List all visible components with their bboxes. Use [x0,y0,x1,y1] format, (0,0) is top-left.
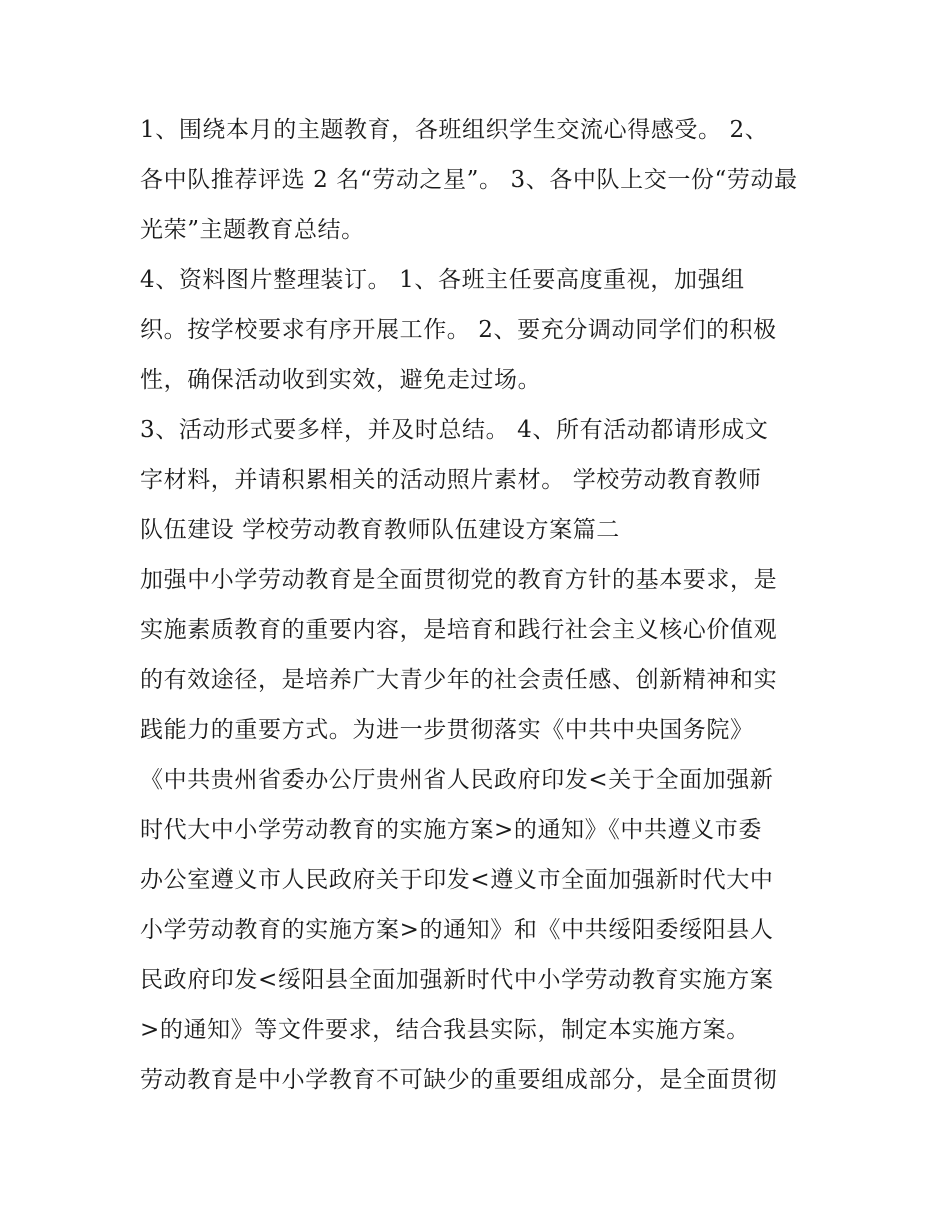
text-line-6: 性，确保活动收到实效，避免走过场。 [140,367,542,393]
text-line-10: 加强中小学劳动教育是全面贯彻党的教育方针的基本要求，是 [140,567,778,593]
text-line-1: 1、围绕本月的主题教育，各班组织学生交流心得感受。 2、 [140,117,769,143]
text-line-19: >的通知》等文件要求，结合我县实际，制定本实施方案。 [140,1017,750,1043]
text-line-12: 的有效途径，是培养广大青少年的社会责任感、创新精神和实 [140,667,778,693]
text-line-16: 办公室遵义市人民政府关于印发<遵义市全面加强新时代大中 [140,867,774,893]
text-line-18: 民政府印发<绥阳县全面加强新时代中小学劳动教育实施方案 [140,967,774,993]
text-line-2: 各中队推荐评选 2 名“劳动之星”。 3、各中队上交一份“劳动最 [140,167,798,193]
text-line-9: 队伍建设 学校劳动教育教师队伍建设方案篇二 [140,517,620,543]
text-line-7: 3、活动形式要多样，并及时总结。 4、所有活动都请形成文 [140,417,769,443]
text-line-4: 4、资料图片整理装订。 1、各班主任要高度重视，加强组 [140,267,745,293]
text-line-14: 《中共贵州省委办公厅贵州省人民政府印发<关于全面加强新 [140,767,774,793]
text-line-8: 字材料，并请积累相关的活动照片素材。 学校劳动教育教师 [140,467,762,493]
text-line-15: 时代大中小学劳动教育的实施方案>的通知》《中共遵义市委 [140,817,762,843]
text-line-11: 实施素质教育的重要内容，是培育和践行社会主义核心价值观 [140,617,778,643]
text-line-20: 劳动教育是中小学教育不可缺少的重要组成部分，是全面贯彻 [140,1067,778,1093]
text-line-17: 小学劳动教育的实施方案>的通知》和《中共绥阳委绥阳县人 [140,917,774,943]
text-line-3: 光荣”主题教育总结。 [140,217,365,243]
document-body [140,110,820,1100]
text-line-5: 织。按学校要求有序开展工作。 2、要充分调动同学们的积极 [140,317,777,343]
text-line-13: 践能力的重要方式。为进一步贯彻落实《中共中央国务院》 [140,717,754,743]
